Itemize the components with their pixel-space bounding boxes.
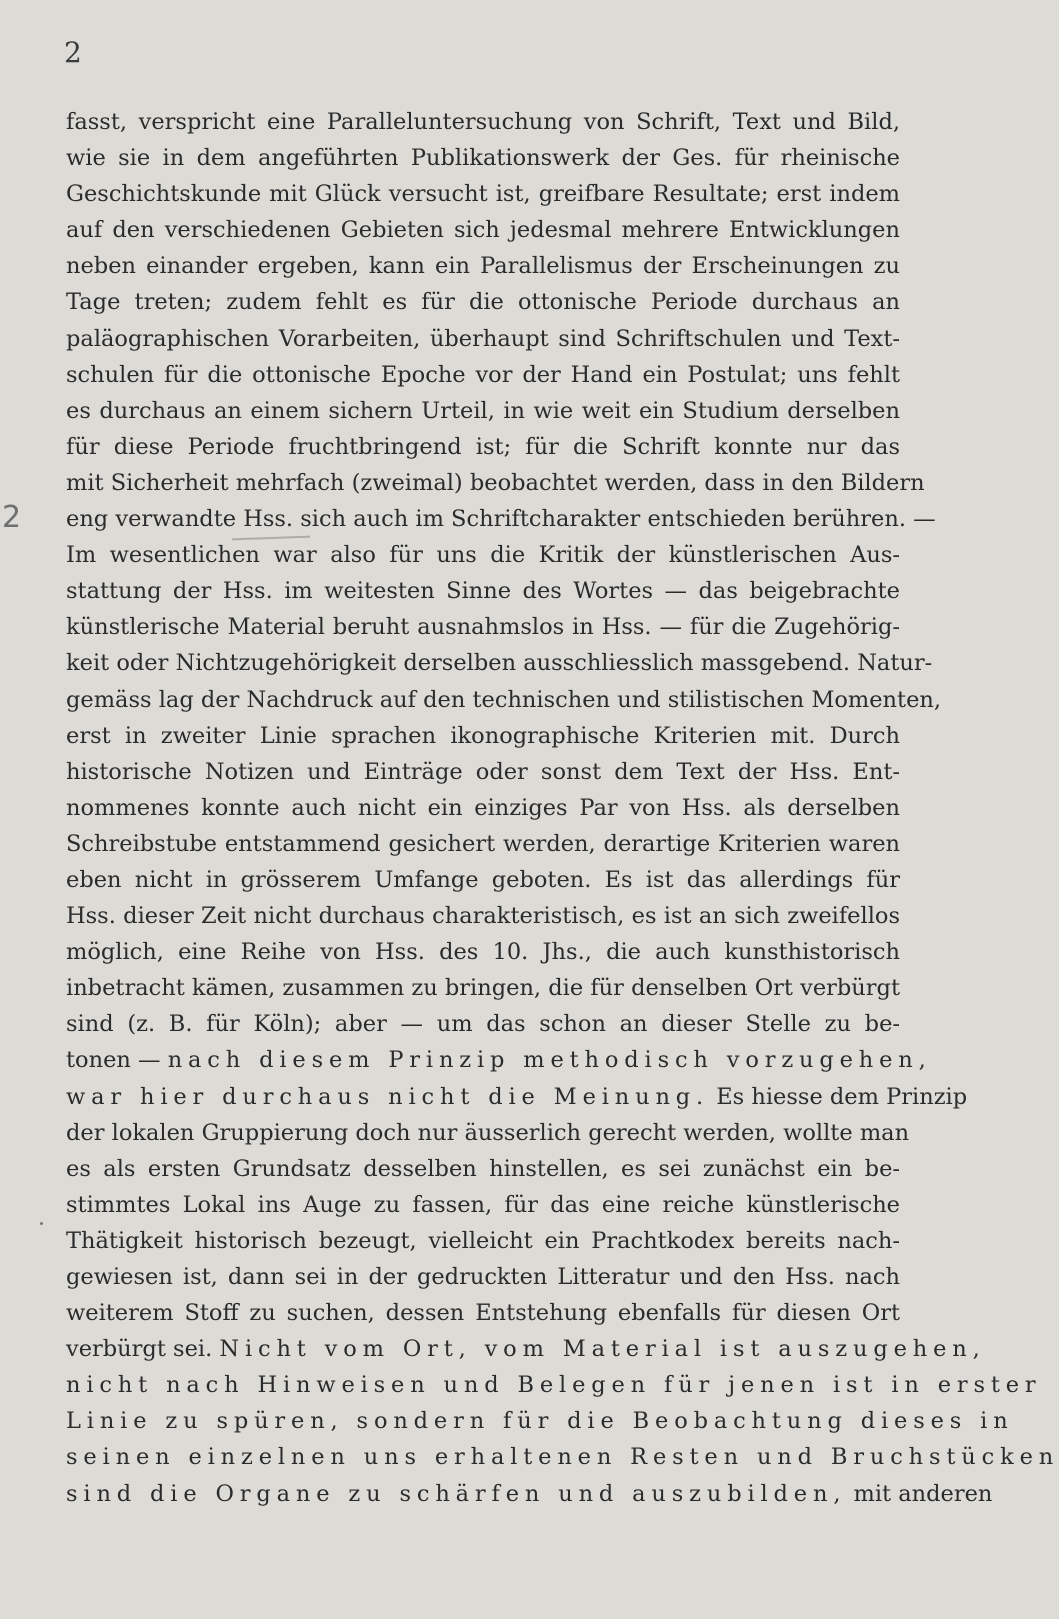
text-line: Hss. dieser Zeit nicht durchaus charakteristisch, es ist an sich zweifellos xyxy=(66,903,900,930)
spaced-text: Nicht vom Ort, vom Material ist auszugehen, xyxy=(219,1336,986,1363)
spaced-text: nicht nach Hinweisen und Belegen für jenen ist in erster xyxy=(66,1372,1042,1399)
text-line: Im wesentlichen war also für uns die Kritik der künstlerischen Aus- xyxy=(66,542,900,569)
text-line: weiterem Stoff zu suchen, dessen Entstehung ebenfalls für diesen Ort xyxy=(66,1300,900,1327)
text-line: es als ersten Grundsatz desselben hinstellen, es sei zunächst ein be- xyxy=(66,1155,900,1182)
text-line xyxy=(66,1367,1042,1403)
text-line xyxy=(66,1079,968,1115)
text-segment: verbürgt sei. xyxy=(66,1336,213,1363)
text-line: künstlerische Material beruht ausnahmslos in Hss. — für die Zugehörig- xyxy=(66,614,900,641)
text-line: der lokalen Gruppierung doch nur äusserlich gerecht werden, wollte man xyxy=(66,1119,910,1146)
text-line xyxy=(66,1476,993,1512)
text-segment: tonen — xyxy=(66,1047,161,1074)
text-line: schulen für die ottonische Epoche vor der Hand ein Postulat; uns fehlt xyxy=(66,361,900,388)
text-line: für diese Periode fruchtbringend ist; für die Schrift konnte nur das xyxy=(66,433,900,460)
text-line: Tage treten; zudem fehlt es für die ottonische Periode durchaus an xyxy=(66,289,900,316)
text-line: mit Sicherheit mehrfach (zweimal) beobachtet werden, dass in den Bildern xyxy=(66,469,925,496)
text-line: sind (z. B. für Köln); aber — um das schon an dieser Stelle zu be- xyxy=(66,1011,900,1038)
text-line xyxy=(66,1042,932,1078)
text-line: es durchaus an einem sichern Urteil, in wie weit ein Studium derselben xyxy=(66,397,900,424)
text-line: gewiesen ist, dann sei in der gedruckten Litteratur und den Hss. nach xyxy=(66,1264,900,1290)
text-line: historische Notizen und Einträge oder sonst dem Text der Hss. Ent- xyxy=(66,758,900,785)
spaced-text: sind die Organe zu schärfen und auszubilden, xyxy=(66,1480,847,1507)
spaced-text: nach diesem Prinzip methodisch vorzugehen, xyxy=(167,1047,932,1074)
text-line: auf den verschiedenen Gebieten sich jedesmal mehrere Entwicklungen xyxy=(66,217,900,244)
text-line: nommenes konnte auch nicht ein einziges Par von Hss. als derselben xyxy=(66,794,900,821)
text-line: Thätigkeit historisch bezeugt, vielleicht ein Prachtkodex bereits nach- xyxy=(66,1227,900,1254)
text-segment: mit anderen xyxy=(853,1480,993,1507)
text-line xyxy=(66,1403,1014,1439)
text-line: neben einander ergeben, kann ein Parallelismus der Erscheinungen zu xyxy=(66,253,900,280)
body-text xyxy=(66,104,1059,1512)
page-number: 2 xyxy=(64,36,82,69)
text-line: paläographischen Vorarbeiten, überhaupt sind Schriftschulen und Text- xyxy=(66,325,900,352)
spaced-text: war hier durchaus nicht die Meinung. xyxy=(66,1083,710,1110)
text-line: stimmtes Lokal ins Auge zu fassen, für das eine reiche künstlerische xyxy=(66,1191,900,1218)
text-line: fasst, verspricht eine Paralleluntersuchung von Schrift, Text und Bild, xyxy=(66,109,900,135)
text-line: stattung der Hss. im weitesten Sinne des Wortes — das beigebrachte xyxy=(66,578,900,605)
text-segment: Es hiesse dem Prinzip xyxy=(716,1083,968,1110)
text-line: keit oder Nichtzugehörigkeit derselben ausschliesslich massgebend. Natur- xyxy=(66,650,933,677)
spaced-text: seinen einzelnen uns erhaltenen Resten und Bruchstücken xyxy=(66,1444,1059,1471)
margin-dot xyxy=(40,1222,43,1225)
text-line: Schreibstube entstammend gesichert werden, derartige Kriterien waren xyxy=(66,830,900,857)
text-line: möglich, eine Reihe von Hss. des 10. Jhs., die auch kunsthistorisch xyxy=(66,939,900,966)
text-line: erst in zweiter Linie sprachen ikonographische Kriterien mit. Durch xyxy=(66,722,900,749)
text-line xyxy=(66,1439,1059,1475)
text-line: eng verwandte Hss. sich auch im Schriftcharakter entschieden berühren. — xyxy=(66,506,936,533)
spaced-text: Linie zu spüren, sondern für die Beobachtung dieses in xyxy=(66,1408,1014,1435)
text-line: eben nicht in grösserem Umfange geboten. Es ist das allerdings für xyxy=(66,866,900,893)
text-line: inbetracht kämen, zusammen zu bringen, die für denselben Ort verbürgt xyxy=(66,975,900,1002)
text-line xyxy=(66,1331,986,1367)
text-line: wie sie in dem angeführten Publikationswerk der Ges. für rheinische xyxy=(66,145,900,172)
margin-annotation: 2 xyxy=(2,500,22,535)
text-line: Geschichtskunde mit Glück versucht ist, greifbare Resultate; erst indem xyxy=(66,181,900,208)
text-line: gemäss lag der Nachdruck auf den technischen und stilistischen Momenten, xyxy=(66,686,942,713)
